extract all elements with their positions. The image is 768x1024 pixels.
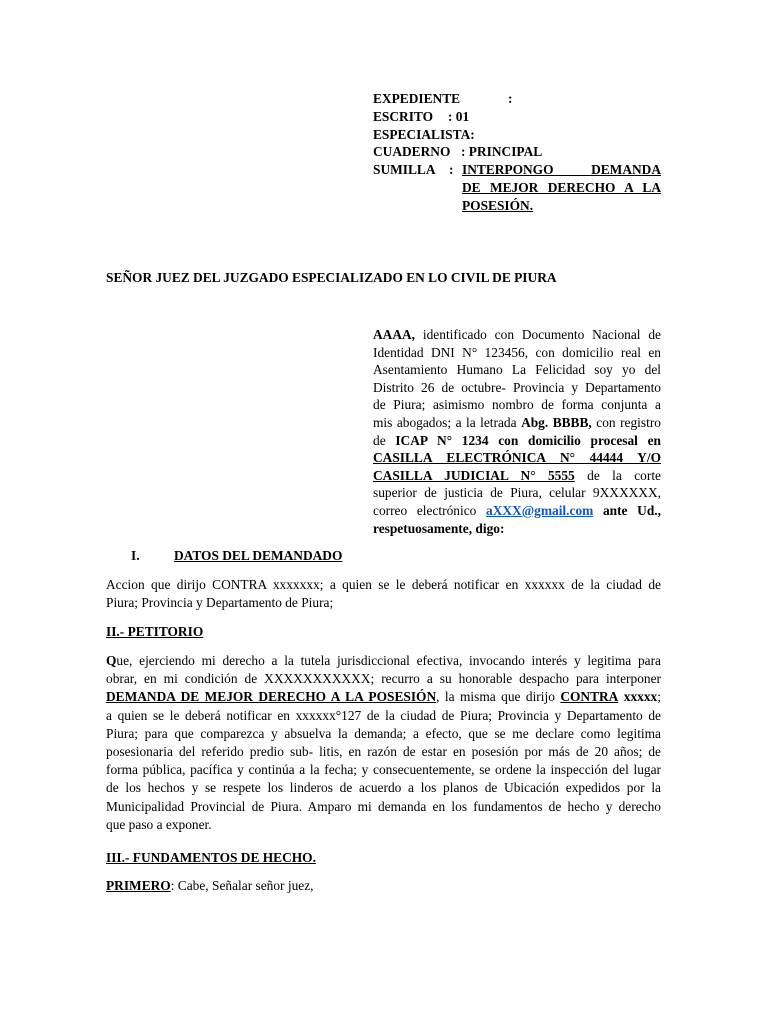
sumilla-separator: : <box>449 162 454 177</box>
section-2-line-10: que paso a exponer. <box>106 816 212 832</box>
section-1-line-1: Accion que dirijo CONTRA xxxxxxx; a quien se le deberá notificar en xxxxxx de la ciudad de <box>106 577 661 592</box>
escrito-row <box>373 108 470 126</box>
section-2-line-9: Municipalidad Provincial de Piura. Amparo mi demanda en los fundamentos de hecho y derecho <box>106 798 661 814</box>
intro-line-6 <box>373 414 661 432</box>
intro-text-6c: con registro <box>596 414 661 430</box>
section-2-line-5: Piura; para que comparezca y absuelva la demanda; a efecto, que se me declare como legitima <box>106 725 661 741</box>
demand-title: DEMANDA DE MEJOR DERECHO A LA POSESIÓN <box>106 689 437 705</box>
intro-text-11b: ante Ud., <box>602 502 661 518</box>
cuaderno-row <box>373 143 543 161</box>
intro-text-9b: de la corte <box>587 467 661 483</box>
primero-text: : Cabe, Señalar señor juez, <box>170 878 314 893</box>
intro-line-7 <box>373 432 661 450</box>
intro-text-11a: correo electrónico <box>373 502 477 518</box>
section-2-text-3b: , la misma que dirijo <box>436 689 555 705</box>
intro-line-1 <box>373 326 661 344</box>
section-1-title: DATOS DEL DEMANDADO <box>174 548 343 563</box>
intro-line-5: de Piura; asimismo nombro de forma conjunta a <box>373 397 661 413</box>
section-2-line-4: a quien se le deberá notificar en xxxxxx°127 de la ciudad de Piura; Provincia y Departamento de <box>106 707 661 723</box>
section-2-text-3e: ; <box>657 689 661 705</box>
primero-paragraph <box>106 878 314 894</box>
especialista-label: ESPECIALISTA: <box>373 127 475 142</box>
expediente-row <box>373 90 513 108</box>
intro-line-12: respetuosamente, digo: <box>373 520 505 536</box>
escrito-value: : 01 <box>448 109 470 124</box>
plaintiff-name: AAAA, <box>373 327 416 342</box>
sumilla-row <box>373 161 454 179</box>
sumilla-line-1: INTERPONGO DEMANDA <box>462 162 661 177</box>
section-1-line-2: Piura; Provincia y Departamento de Piura; <box>106 595 334 611</box>
sumilla-line-2: DE MEJOR DERECHO A LA <box>462 180 661 195</box>
lawyer-name: Abg. BBBB, <box>521 414 592 430</box>
intro-text-1: identificado con Documento Nacional de <box>422 327 661 342</box>
intro-text-6a: mis abogados; a la letrada <box>373 414 517 430</box>
section-2-line-1 <box>106 652 661 670</box>
intro-line-10: superior de justicia de Piura, celular 9XXXXXX, <box>373 485 661 501</box>
section-3-title: III.- FUNDAMENTOS DE HECHO. <box>106 850 316 865</box>
intro-paragraph <box>373 326 661 537</box>
section-2-line-3 <box>106 688 661 706</box>
sumilla-label: SUMILLA <box>373 162 436 177</box>
defendant-name: xxxxx <box>623 689 658 705</box>
escrito-label: ESCRITO <box>373 109 434 124</box>
section-2-text-1: ue, ejerciendo mi derecho a la tutela jurisdiccional efectiva, invocando interés y legitima para <box>116 653 661 668</box>
addressee: SEÑOR JUEZ DEL JUZGADO ESPECIALIZADO EN LO CIVIL DE PIURA <box>106 270 557 285</box>
section-2-title: II.- PETITORIO <box>106 624 204 639</box>
intro-line-3: Asentamiento Humano La Felicidad soy yo del <box>373 362 661 378</box>
sumilla-line-3: POSESIÓN. <box>462 198 534 213</box>
intro-line-2: Identidad DNI N° 123456, con domicilio real en <box>373 344 661 360</box>
casilla-judicial: CASILLA JUDICIAL N° 5555 <box>373 467 575 483</box>
cuaderno-label: CUADERNO <box>373 144 451 159</box>
intro-line-11 <box>373 502 661 520</box>
section-2-line-8: de los hechos y se respete los linderos de acuerdo a los planos de Ubicación expedidos por la <box>106 780 661 796</box>
intro-line-4: Distrito 26 de octubre- Provincia y Departamento <box>373 379 661 395</box>
expediente-separator: : <box>508 91 513 106</box>
section-2-line-7: forma pública, pacífica y continúa a la fecha; y consecuentemente, se ordene la inspección del lugar <box>106 762 661 778</box>
cuaderno-value: : PRINCIPAL <box>461 144 543 159</box>
email-link[interactable]: aXXX@gmail.com <box>486 502 594 518</box>
section-1-number: I. <box>131 548 140 563</box>
contra-label: CONTRA <box>560 689 619 705</box>
section-1-paragraph <box>106 576 661 612</box>
section-2-paragraph <box>106 652 661 834</box>
icap-registration: ICAP N° 1234 con domicilio procesal en <box>395 432 661 448</box>
sumilla-text <box>462 161 661 215</box>
section-2-line-6: posesionaria del referido predio sub- litis, en razón de estar en posesión por más de 20 años; de <box>106 744 661 760</box>
expediente-label: EXPEDIENTE <box>373 91 461 106</box>
especialista-row <box>373 126 475 144</box>
initial-q: Q <box>106 653 117 668</box>
intro-line-8: CASILLA ELECTRÓNICA N° 44444 Y/O <box>373 450 661 466</box>
section-2-line-2: obrar, en mi condición de XXXXXXXXXXX; recurro a su honorable despacho para interponer <box>106 671 661 687</box>
intro-text-7a: de <box>373 432 386 448</box>
primero-label: PRIMERO <box>106 878 171 893</box>
intro-line-9 <box>373 467 661 485</box>
